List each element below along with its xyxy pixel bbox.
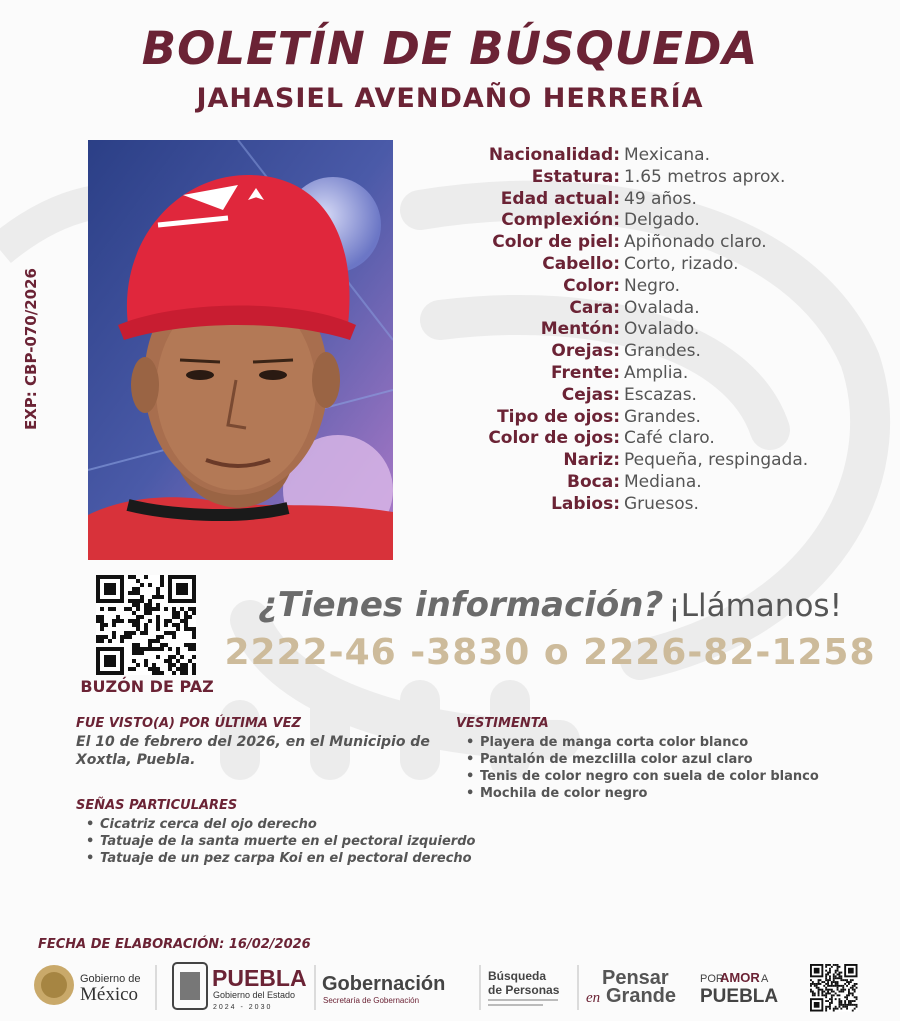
trait-value: Amplia. <box>624 362 689 383</box>
a-text: A <box>761 973 769 985</box>
footer-qr-code[interactable] <box>810 964 858 1012</box>
call-us-text: ¡Llámanos! <box>668 588 842 624</box>
busqueda-personas-logo <box>488 969 560 1006</box>
physical-traits-list <box>400 145 880 516</box>
trait-value: Mediana. <box>624 471 702 492</box>
busqueda-text-1: Búsqueda <box>488 969 547 983</box>
trait-label: Cara: <box>569 297 620 318</box>
trait-row <box>400 407 880 429</box>
busqueda-text-2: de Personas <box>488 983 560 997</box>
trait-value: 49 años. <box>624 188 697 209</box>
trait-value: Pequeña, respingada. <box>624 450 809 471</box>
marks-list <box>76 816 496 867</box>
last-seen-section <box>76 716 436 769</box>
trait-row <box>400 319 880 341</box>
trait-row <box>400 385 880 407</box>
trait-label: Frente: <box>551 362 620 383</box>
trait-label: Labios: <box>551 493 620 514</box>
puebla-text: PUEBLA <box>212 965 307 991</box>
trait-row <box>400 298 880 320</box>
clothing-heading: VESTIMENTA <box>456 716 549 731</box>
en-text: en <box>586 990 601 1006</box>
qr-code-buzon[interactable] <box>96 575 196 675</box>
trait-label: Color de piel: <box>492 232 620 253</box>
trait-value: Ovalada. <box>624 297 700 318</box>
puebla-logo <box>173 963 307 1011</box>
buzon-de-paz-label: BUZÓN DE PAZ <box>80 677 214 696</box>
info-question: ¿Tienes información? <box>257 585 664 625</box>
list-item: • Tatuaje de un pez carpa Koi en el pectoral derecho <box>100 850 496 867</box>
trait-label: Nariz: <box>563 450 620 471</box>
trait-label: Color: <box>563 275 620 296</box>
trait-value: Delgado. <box>624 210 700 231</box>
trait-label: Edad actual: <box>500 188 620 209</box>
trait-label: Mentón: <box>540 319 620 340</box>
list-item: • Mochila de color negro <box>480 785 876 802</box>
gobernacion-logo <box>322 973 445 1005</box>
puebla-years: 2024 - 2030 <box>213 1004 273 1011</box>
trait-label: Boca: <box>567 471 620 492</box>
puebla-sub: Gobierno del Estado <box>213 990 296 1000</box>
trait-value: Café claro. <box>624 428 715 449</box>
trait-row <box>400 494 880 516</box>
trait-row <box>400 472 880 494</box>
call-to-action <box>220 585 880 625</box>
trait-value: Grandes. <box>624 406 701 427</box>
last-seen-heading: FUE VISTO(A) POR ÚLTIMA VEZ <box>76 716 301 731</box>
distinguishing-marks-section <box>76 798 496 867</box>
trait-row <box>400 232 880 254</box>
por-amor-puebla-logo <box>700 970 778 1007</box>
trait-label: Color de ojos: <box>488 428 620 449</box>
por-text: POR <box>700 973 724 985</box>
trait-label: Nacionalidad: <box>488 145 620 165</box>
bulletin-title: BOLETÍN DE BÚSQUEDA <box>141 22 759 75</box>
gobernacion-sub: Secretaría de Gobernación <box>323 996 420 1005</box>
list-item: • Tenis de color negro con suela de color blanco <box>480 768 876 785</box>
missing-person-name: JAHASIEL AVENDAÑO HERRERÍA <box>196 83 704 114</box>
clothing-list <box>456 734 876 802</box>
clothing-section <box>456 716 876 802</box>
trait-row <box>400 210 880 232</box>
trait-row <box>400 189 880 211</box>
case-number: EXP: CBP-070/2026 <box>22 268 40 430</box>
trait-value: Gruesos. <box>624 493 699 514</box>
trait-value: Negro. <box>624 275 681 296</box>
trait-value: Corto, rizado. <box>624 253 739 274</box>
trait-value: Mexicana. <box>624 145 710 165</box>
trait-row <box>400 341 880 363</box>
trait-value: 1.65 metros aprox. <box>624 166 786 187</box>
trait-label: Orejas: <box>551 341 620 362</box>
amor-text: AMOR <box>720 970 760 985</box>
list-item: • Playera de manga corta color blanco <box>480 734 876 751</box>
trait-row <box>400 450 880 472</box>
gobernacion-text: Gobernación <box>322 973 446 995</box>
mexico-text-2: México <box>80 984 139 1005</box>
trait-value: Apiñonado claro. <box>624 232 767 253</box>
puebla2-text: PUEBLA <box>700 986 779 1007</box>
list-item: • Tatuaje de la santa muerte en el pectoral izquierdo <box>100 833 496 850</box>
trait-label: Cabello: <box>542 253 620 274</box>
creation-date: FECHA DE ELABORACIÓN: 16/02/2026 <box>38 937 311 952</box>
trait-label: Cejas: <box>561 384 620 405</box>
trait-row <box>400 276 880 298</box>
last-seen-text: El 10 de febrero del 2026, en el Municipio de Xoxtla, Puebla. <box>76 734 430 768</box>
mexico-text-1: Gobierno de <box>80 973 141 985</box>
trait-value: Grandes. <box>624 341 701 362</box>
phone-numbers[interactable]: 2222-46 -3830 o 2226-82-1258 <box>224 632 876 673</box>
list-item: • Cicatriz cerca del ojo derecho <box>100 816 496 833</box>
trait-label: Tipo de ojos: <box>497 406 620 427</box>
trait-value: Escazas. <box>624 384 697 405</box>
pensar-en-grande-logo <box>586 967 676 1007</box>
list-item: • Pantalón de mezclilla color azul claro <box>480 751 876 768</box>
trait-row <box>400 167 880 189</box>
trait-label: Complexión: <box>501 210 620 231</box>
marks-heading: SEÑAS PARTICULARES <box>76 798 238 813</box>
trait-label: Estatura: <box>531 166 620 187</box>
trait-row <box>400 363 880 385</box>
trait-row <box>400 145 880 167</box>
grande-text: Grande <box>606 985 677 1007</box>
trait-row <box>400 254 880 276</box>
trait-row <box>400 428 880 450</box>
missing-person-photo <box>88 140 393 560</box>
gobierno-mexico-logo <box>34 965 141 1005</box>
pensar-text: Pensar <box>602 967 669 989</box>
footer-logos <box>30 960 870 1015</box>
trait-value: Ovalado. <box>624 319 700 340</box>
